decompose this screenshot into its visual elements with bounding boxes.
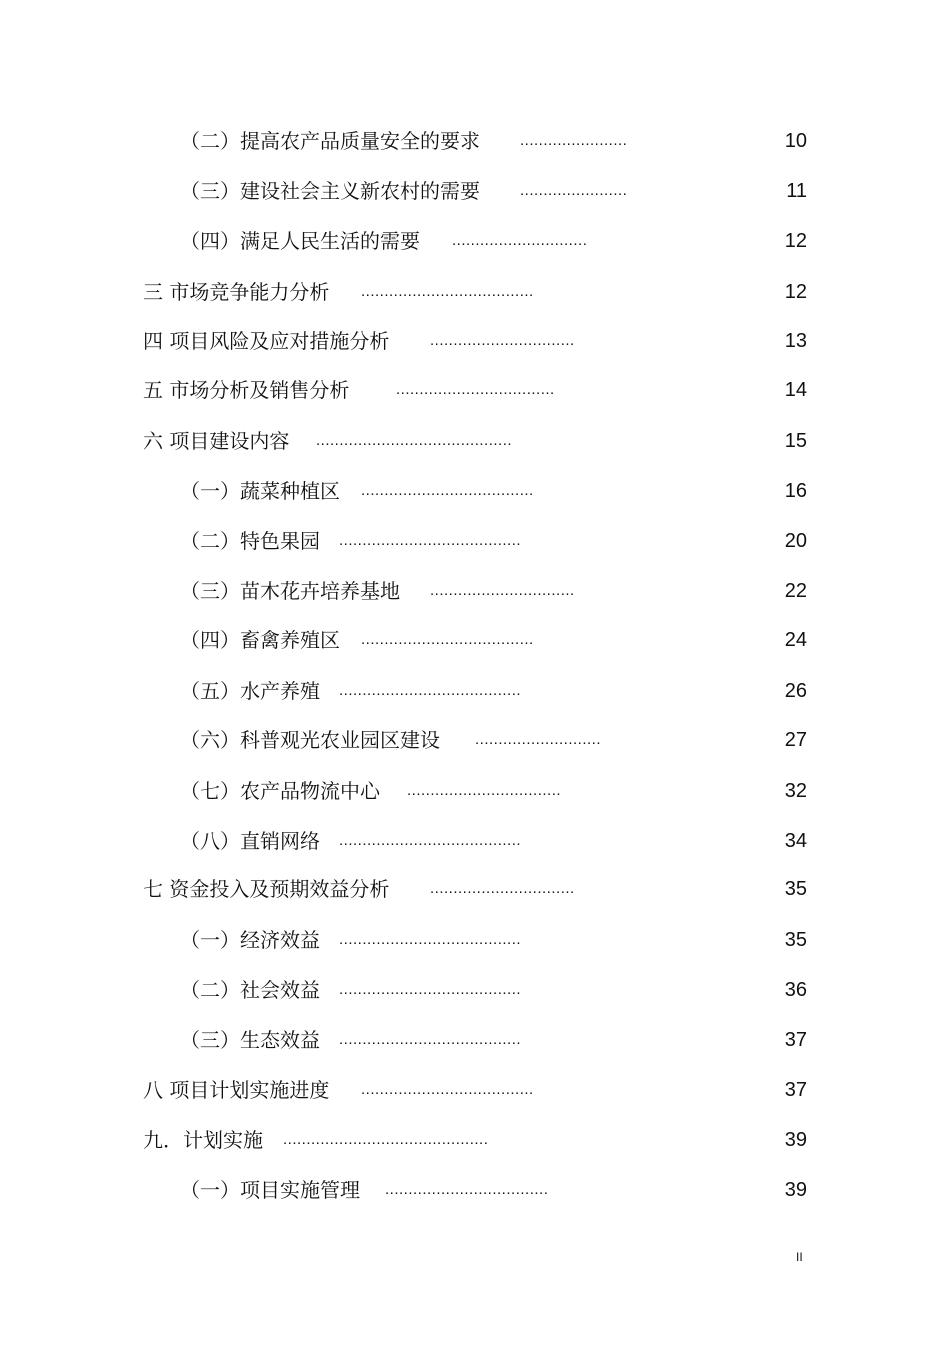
toc-entry[interactable] xyxy=(0,176,950,206)
toc-dot-leader: ................................... xyxy=(385,1181,549,1198)
toc-entry-title: （二）社会效益 xyxy=(180,978,320,1002)
toc-entry[interactable] xyxy=(0,476,950,506)
toc-entry-title: （四）畜禽养殖区 xyxy=(180,628,340,652)
toc-entry[interactable] xyxy=(0,975,950,1005)
toc-page-number: 26 xyxy=(784,680,807,702)
toc-dot-leader: ....................................... xyxy=(339,832,522,849)
toc-dot-leader: ............................... xyxy=(430,332,575,349)
toc-entry-title: 九．计划实施 xyxy=(143,1128,263,1152)
toc-entry-title: （七）农产品物流中心 xyxy=(180,779,380,803)
toc-page-number: 32 xyxy=(784,780,807,802)
toc-dot-leader: .......................................... xyxy=(316,432,513,449)
toc-entry[interactable] xyxy=(0,126,950,156)
page-footer-number: II xyxy=(796,1250,803,1264)
toc-dot-leader: ............................... xyxy=(430,582,575,599)
toc-entry-title: 五 市场分析及销售分析 xyxy=(143,378,350,402)
toc-page-number: 20 xyxy=(784,530,807,552)
toc-entry[interactable] xyxy=(0,925,950,955)
toc-entry[interactable] xyxy=(0,426,950,456)
toc-entry-title: （一）项目实施管理 xyxy=(180,1178,360,1202)
toc-entry-title: 六 项目建设内容 xyxy=(143,429,290,453)
toc-entry-title: （六）科普观光农业园区建设 xyxy=(180,728,440,752)
toc-dot-leader: ....................................... xyxy=(339,981,522,998)
toc-entry-title: （三）建设社会主义新农村的需要 xyxy=(180,179,480,203)
toc-entry-title: 八 项目计划实施进度 xyxy=(143,1078,330,1102)
toc-dot-leader: ....................................... xyxy=(339,682,522,699)
toc-entry[interactable] xyxy=(0,1175,950,1205)
toc-dot-leader: ............................. xyxy=(452,232,588,249)
toc-page-number: 27 xyxy=(784,729,807,751)
toc-dot-leader: ................................. xyxy=(407,782,562,799)
toc-entry-title: （四）满足人民生活的需要 xyxy=(180,229,420,253)
toc-page-number: 15 xyxy=(784,430,807,452)
toc-dot-leader: ....................................... xyxy=(339,931,522,948)
toc-page-number: 24 xyxy=(784,629,807,651)
toc-entry[interactable] xyxy=(0,1025,950,1055)
toc-dot-leader: ..................................... xyxy=(361,631,534,648)
toc-entry-title: （三）苗木花卉培养基地 xyxy=(180,579,400,603)
toc-entry-title: 三 市场竞争能力分析 xyxy=(143,280,330,304)
toc-entry[interactable] xyxy=(0,625,950,655)
toc-page-number: 12 xyxy=(784,281,807,303)
toc-dot-leader: ....................... xyxy=(520,182,628,199)
toc-entry[interactable] xyxy=(0,226,950,256)
toc-entry-title: 四 项目风险及应对措施分析 xyxy=(143,329,390,353)
toc-entry[interactable] xyxy=(0,326,950,356)
toc-page-number: 35 xyxy=(784,929,807,951)
toc-entry[interactable] xyxy=(0,526,950,556)
toc-entry-title: （五）水产养殖 xyxy=(180,679,320,703)
toc-entry[interactable] xyxy=(0,776,950,806)
toc-page-number: 22 xyxy=(784,580,807,602)
toc-dot-leader: ........................... xyxy=(475,731,602,748)
toc-entry-title: （一）蔬菜种植区 xyxy=(180,479,340,503)
toc-entry[interactable] xyxy=(0,375,950,405)
toc-entry[interactable] xyxy=(0,826,950,856)
toc-dot-leader: ..................................... xyxy=(361,283,534,300)
toc-page-number: 37 xyxy=(784,1079,807,1101)
toc-page-number: 12 xyxy=(784,230,807,252)
toc-page-number: 11 xyxy=(786,180,807,202)
toc-entry[interactable] xyxy=(0,725,950,755)
toc-page-number: 34 xyxy=(784,830,807,852)
toc-page-number: 39 xyxy=(784,1179,807,1201)
toc-dot-leader: ............................................ xyxy=(283,1131,489,1148)
toc-entry-title: （二）提高农产品质量安全的要求 xyxy=(180,129,480,153)
toc-entry[interactable] xyxy=(0,1075,950,1105)
toc-dot-leader: .................................. xyxy=(396,381,555,398)
toc-dot-leader: ....................................... xyxy=(339,1031,522,1048)
toc-entry-title: （二）特色果园 xyxy=(180,529,320,553)
toc-entry-title: （一）经济效益 xyxy=(180,928,320,952)
toc-page-number: 13 xyxy=(784,330,807,352)
toc-dot-leader: ............................... xyxy=(430,880,575,897)
toc-dot-leader: ..................................... xyxy=(361,482,534,499)
toc-dot-leader: ..................................... xyxy=(361,1081,534,1098)
toc-entry-title: 七 资金投入及预期效益分析 xyxy=(143,877,390,901)
toc-entry-title: （八）直销网络 xyxy=(180,829,320,853)
toc-entry[interactable] xyxy=(0,277,950,307)
toc-dot-leader: ....................................... xyxy=(339,532,522,549)
toc-page-number: 39 xyxy=(784,1129,807,1151)
toc-page-number: 10 xyxy=(784,130,807,152)
toc-entry[interactable] xyxy=(0,1125,950,1155)
toc-dot-leader: ....................... xyxy=(520,132,628,149)
toc-entry[interactable] xyxy=(0,676,950,706)
toc-page-number: 37 xyxy=(784,1029,807,1051)
toc-page-number: 35 xyxy=(784,878,807,900)
toc-page-number: 16 xyxy=(784,480,807,502)
toc-page-number: 36 xyxy=(784,979,807,1001)
toc-page-number: 14 xyxy=(784,379,807,401)
toc-entry[interactable] xyxy=(0,576,950,606)
toc-entry-title: （三）生态效益 xyxy=(180,1028,320,1052)
toc-entry[interactable] xyxy=(0,874,950,904)
